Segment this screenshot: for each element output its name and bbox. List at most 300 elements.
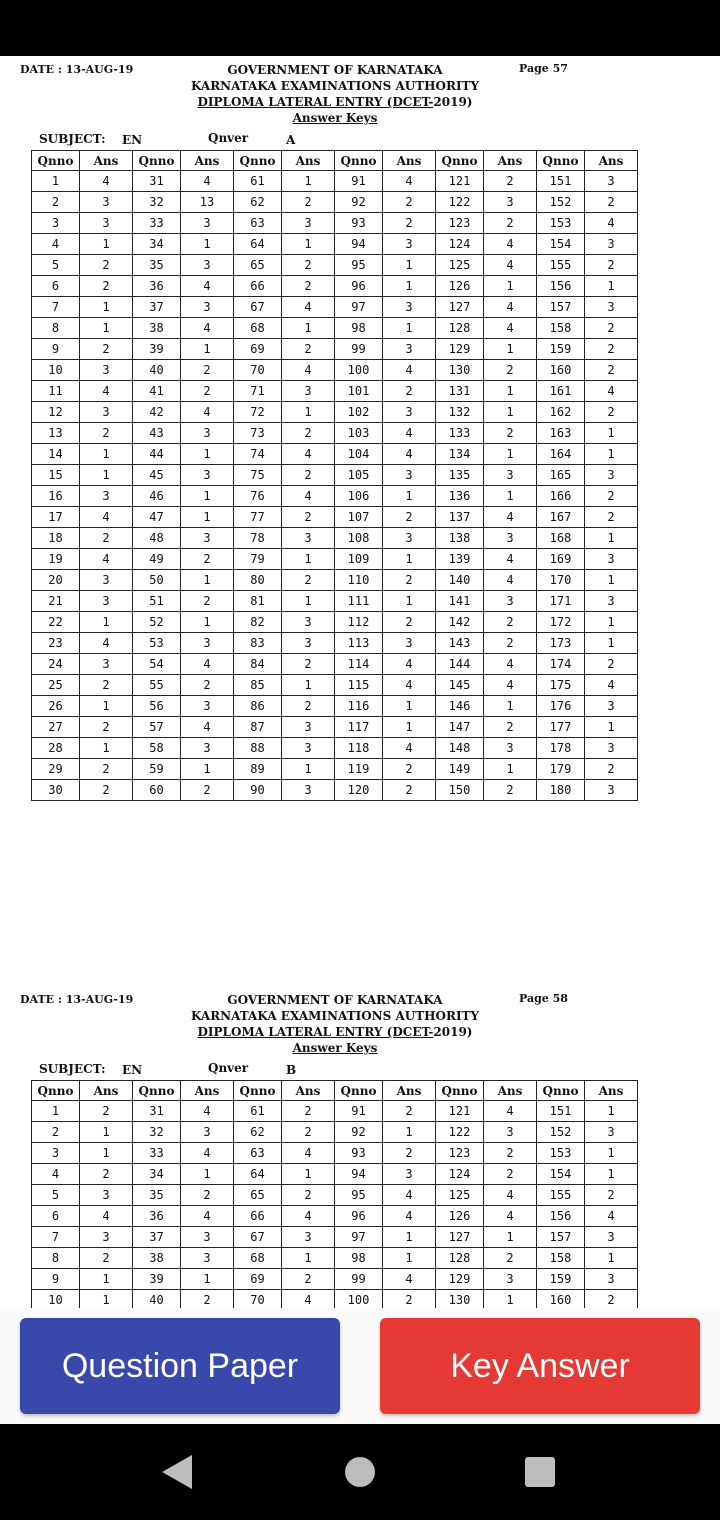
answer-cell: 3 (181, 696, 234, 717)
answer-cell: 1 (383, 696, 436, 717)
answer-cell: 2 (585, 1290, 638, 1309)
question-number-cell: 6 (32, 1206, 80, 1227)
question-number-cell: 164 (537, 444, 585, 465)
question-number-cell: 121 (436, 1101, 484, 1122)
question-number-cell: 9 (32, 339, 80, 360)
question-number-cell: 176 (537, 696, 585, 717)
answer-cell: 3 (80, 591, 133, 612)
answer-cell: 1 (383, 276, 436, 297)
answer-cell: 3 (181, 633, 234, 654)
answer-cell: 2 (383, 1101, 436, 1122)
answer-cell: 1 (282, 171, 335, 192)
table-row (32, 549, 638, 570)
question-number-cell: 92 (335, 192, 383, 213)
question-number-cell: 121 (436, 171, 484, 192)
home-icon[interactable] (345, 1457, 375, 1487)
question-number-cell: 6 (32, 276, 80, 297)
question-number-cell: 62 (234, 192, 282, 213)
answer-cell: 1 (585, 717, 638, 738)
table-row (32, 318, 638, 339)
qnver-value: B (286, 1063, 297, 1077)
question-number-cell: 48 (133, 528, 181, 549)
question-number-cell: 101 (335, 381, 383, 402)
question-number-cell: 37 (133, 297, 181, 318)
answer-cell: 1 (80, 738, 133, 759)
question-number-cell: 96 (335, 1206, 383, 1227)
answer-cell: 4 (282, 1290, 335, 1309)
answer-cell: 1 (282, 1164, 335, 1185)
qnno-header: Qnno (335, 1081, 383, 1101)
question-number-cell: 83 (234, 633, 282, 654)
answer-cell: 1 (282, 234, 335, 255)
answer-cell: 1 (484, 486, 537, 507)
qnno-header: Qnno (32, 1081, 80, 1101)
answer-cell: 1 (181, 1269, 234, 1290)
ans-header: Ans (181, 151, 234, 171)
question-number-cell: 39 (133, 1269, 181, 1290)
answer-cell: 1 (585, 633, 638, 654)
answer-cell: 4 (484, 1185, 537, 1206)
table-row (32, 444, 638, 465)
question-number-cell: 67 (234, 297, 282, 318)
question-number-cell: 28 (32, 738, 80, 759)
answer-cell: 1 (282, 549, 335, 570)
answer-cell: 3 (585, 738, 638, 759)
question-number-cell: 99 (335, 1269, 383, 1290)
question-number-cell: 15 (32, 465, 80, 486)
question-number-cell: 123 (436, 1143, 484, 1164)
answer-cell: 1 (383, 318, 436, 339)
answer-cell: 2 (282, 570, 335, 591)
answer-cell: 4 (80, 633, 133, 654)
answer-cell: 4 (383, 1206, 436, 1227)
question-number-cell: 36 (133, 276, 181, 297)
question-number-cell: 153 (537, 213, 585, 234)
question-number-cell: 8 (32, 318, 80, 339)
subject-label: SUBJECT: (39, 1062, 106, 1076)
question-number-cell: 19 (32, 549, 80, 570)
question-number-cell: 90 (234, 780, 282, 801)
answer-cell: 2 (282, 1269, 335, 1290)
question-number-cell: 24 (32, 654, 80, 675)
table-row (32, 780, 638, 801)
answer-cell: 3 (484, 1269, 537, 1290)
question-number-cell: 73 (234, 423, 282, 444)
answer-cell: 4 (80, 1206, 133, 1227)
page-number: Page 58 (519, 992, 568, 1005)
answer-cell: 2 (484, 633, 537, 654)
answer-cell: 3 (282, 633, 335, 654)
answer-cell: 2 (80, 276, 133, 297)
question-number-cell: 11 (32, 381, 80, 402)
table-row (32, 276, 638, 297)
question-number-cell: 68 (234, 318, 282, 339)
question-number-cell: 158 (537, 1248, 585, 1269)
authority-heading: KARNATAKA EXAMINATIONS AUTHORITY (190, 79, 480, 93)
question-number-cell: 57 (133, 717, 181, 738)
subject-value: EN (122, 1063, 143, 1077)
question-number-cell: 115 (335, 675, 383, 696)
question-number-cell: 108 (335, 528, 383, 549)
answer-cell: 2 (383, 213, 436, 234)
answer-cell: 3 (585, 297, 638, 318)
question-number-cell: 79 (234, 549, 282, 570)
key-answer-button[interactable]: Key Answer (380, 1318, 700, 1414)
answer-cell: 3 (282, 612, 335, 633)
qnver-label: Qnver (208, 131, 249, 145)
question-number-cell: 122 (436, 192, 484, 213)
question-number-cell: 152 (537, 192, 585, 213)
question-number-cell: 31 (133, 171, 181, 192)
question-number-cell: 113 (335, 633, 383, 654)
answer-cell: 2 (282, 339, 335, 360)
question-number-cell: 103 (335, 423, 383, 444)
answer-cell: 1 (80, 612, 133, 633)
answer-cell: 3 (80, 402, 133, 423)
question-number-cell: 97 (335, 297, 383, 318)
question-number-cell: 7 (32, 297, 80, 318)
back-icon[interactable] (162, 1455, 192, 1489)
question-number-cell: 52 (133, 612, 181, 633)
answer-cell: 2 (383, 192, 436, 213)
answer-cell: 4 (282, 1206, 335, 1227)
answer-cell: 2 (181, 360, 234, 381)
table-row (32, 612, 638, 633)
answer-cell: 4 (383, 675, 436, 696)
answer-cell: 2 (585, 654, 638, 675)
answer-cell: 4 (484, 255, 537, 276)
bottom-button-bar (0, 1308, 720, 1424)
answer-cell: 4 (383, 654, 436, 675)
question-number-cell: 44 (133, 444, 181, 465)
table-row (32, 297, 638, 318)
qnver-value: A (286, 133, 296, 147)
question-number-cell: 84 (234, 654, 282, 675)
question-number-cell: 160 (537, 360, 585, 381)
ans-header: Ans (484, 151, 537, 171)
answer-cell: 2 (585, 759, 638, 780)
answer-cell: 4 (484, 297, 537, 318)
question-number-cell: 156 (537, 1206, 585, 1227)
question-number-cell: 82 (234, 612, 282, 633)
question-number-cell: 152 (537, 1122, 585, 1143)
answer-cell: 4 (383, 423, 436, 444)
answer-cell: 2 (282, 507, 335, 528)
answer-cell: 1 (80, 1143, 133, 1164)
answer-cell: 1 (80, 1122, 133, 1143)
answer-cell: 1 (383, 1227, 436, 1248)
qnno-header: Qnno (537, 151, 585, 171)
qnno-header: Qnno (32, 151, 80, 171)
answer-keys-title: Answer Keys (292, 1041, 378, 1055)
answer-cell: 4 (484, 507, 537, 528)
question-number-cell: 2 (32, 192, 80, 213)
answer-cell: 2 (383, 570, 436, 591)
answer-cell: 1 (80, 297, 133, 318)
question-number-cell: 33 (133, 213, 181, 234)
answer-cell: 1 (585, 423, 638, 444)
question-number-cell: 31 (133, 1101, 181, 1122)
question-number-cell: 167 (537, 507, 585, 528)
question-number-cell: 21 (32, 591, 80, 612)
question-number-cell: 1 (32, 171, 80, 192)
answer-cell: 3 (383, 297, 436, 318)
question-number-cell: 23 (32, 633, 80, 654)
question-number-cell: 125 (436, 255, 484, 276)
question-number-cell: 33 (133, 1143, 181, 1164)
answer-cell: 4 (181, 717, 234, 738)
question-number-cell: 13 (32, 423, 80, 444)
question-number-cell: 69 (234, 339, 282, 360)
answer-cell: 2 (282, 255, 335, 276)
table-row (32, 192, 638, 213)
question-number-cell: 69 (234, 1269, 282, 1290)
answer-key-table (31, 1080, 638, 1308)
answer-cell: 2 (282, 654, 335, 675)
answer-cell: 4 (181, 654, 234, 675)
question-number-cell: 128 (436, 1248, 484, 1269)
answer-cell: 2 (181, 549, 234, 570)
question-number-cell: 110 (335, 570, 383, 591)
question-number-cell: 34 (133, 234, 181, 255)
ans-header: Ans (383, 151, 436, 171)
answer-cell: 2 (80, 759, 133, 780)
table-row (32, 1227, 638, 1248)
answer-cell: 3 (484, 1122, 537, 1143)
question-number-cell: 3 (32, 1143, 80, 1164)
answer-cell: 2 (484, 423, 537, 444)
question-number-cell: 34 (133, 1164, 181, 1185)
question-number-cell: 89 (234, 759, 282, 780)
status-bar (0, 0, 720, 56)
question-number-cell: 75 (234, 465, 282, 486)
subject-value: EN (122, 133, 143, 147)
question-number-cell: 92 (335, 1122, 383, 1143)
answer-cell: 2 (80, 1248, 133, 1269)
answer-cell: 3 (585, 780, 638, 801)
answer-cell: 4 (383, 738, 436, 759)
question-number-cell: 118 (335, 738, 383, 759)
answer-cell: 2 (383, 381, 436, 402)
question-number-cell: 40 (133, 1290, 181, 1309)
answer-cell: 2 (484, 780, 537, 801)
question-number-cell: 87 (234, 717, 282, 738)
question-number-cell: 114 (335, 654, 383, 675)
table-row (32, 360, 638, 381)
answer-cell: 2 (585, 255, 638, 276)
answer-cell: 1 (80, 1269, 133, 1290)
question-number-cell: 157 (537, 297, 585, 318)
question-number-cell: 100 (335, 360, 383, 381)
answer-cell: 1 (383, 1122, 436, 1143)
question-number-cell: 123 (436, 213, 484, 234)
question-number-cell: 12 (32, 402, 80, 423)
question-number-cell: 106 (335, 486, 383, 507)
answer-keys-title: Answer Keys (292, 111, 378, 125)
answer-cell: 3 (484, 465, 537, 486)
answer-cell: 3 (181, 1227, 234, 1248)
answer-cell: 3 (282, 780, 335, 801)
answer-cell: 4 (585, 213, 638, 234)
answer-cell: 3 (181, 465, 234, 486)
answer-cell: 4 (383, 360, 436, 381)
question-number-cell: 54 (133, 654, 181, 675)
answer-cell: 1 (484, 402, 537, 423)
question-number-cell: 63 (234, 213, 282, 234)
answer-cell: 2 (282, 1101, 335, 1122)
answer-cell: 1 (585, 528, 638, 549)
answer-cell: 3 (585, 549, 638, 570)
answer-cell: 1 (585, 1164, 638, 1185)
answer-cell: 2 (80, 528, 133, 549)
question-number-cell: 18 (32, 528, 80, 549)
question-number-cell: 42 (133, 402, 181, 423)
answer-cell: 2 (585, 318, 638, 339)
question-number-cell: 132 (436, 402, 484, 423)
answer-cell: 1 (80, 1290, 133, 1309)
qnno-header: Qnno (234, 1081, 282, 1101)
answer-cell: 4 (484, 1206, 537, 1227)
answer-cell: 3 (383, 402, 436, 423)
question-number-cell: 137 (436, 507, 484, 528)
answer-cell: 3 (181, 255, 234, 276)
answer-cell: 1 (484, 759, 537, 780)
question-number-cell: 55 (133, 675, 181, 696)
recent-apps-icon[interactable] (525, 1457, 555, 1487)
ans-header: Ans (181, 1081, 234, 1101)
question-number-cell: 127 (436, 297, 484, 318)
question-number-cell: 25 (32, 675, 80, 696)
question-number-cell: 53 (133, 633, 181, 654)
question-number-cell: 98 (335, 1248, 383, 1269)
answer-cell: 4 (383, 444, 436, 465)
question-number-cell: 119 (335, 759, 383, 780)
answer-cell: 3 (80, 1185, 133, 1206)
table-row (32, 675, 638, 696)
question-number-cell: 94 (335, 234, 383, 255)
answer-cell: 1 (282, 675, 335, 696)
answer-cell: 3 (80, 1227, 133, 1248)
answer-cell: 4 (181, 276, 234, 297)
table-row (32, 1290, 638, 1309)
question-number-cell: 35 (133, 255, 181, 276)
question-number-cell: 153 (537, 1143, 585, 1164)
ans-header: Ans (80, 151, 133, 171)
answer-cell: 4 (383, 1185, 436, 1206)
answer-cell: 4 (585, 675, 638, 696)
answer-cell: 4 (80, 549, 133, 570)
question-number-cell: 95 (335, 1185, 383, 1206)
table-row (32, 1206, 638, 1227)
question-number-cell: 49 (133, 549, 181, 570)
question-number-cell: 14 (32, 444, 80, 465)
answer-cell: 1 (585, 1143, 638, 1164)
question-number-cell: 117 (335, 717, 383, 738)
answer-cell: 2 (282, 276, 335, 297)
answer-cell: 1 (181, 507, 234, 528)
answer-cell: 1 (585, 570, 638, 591)
answer-cell: 2 (484, 612, 537, 633)
answer-cell: 4 (585, 381, 638, 402)
answer-cell: 3 (383, 633, 436, 654)
answer-cell: 4 (282, 486, 335, 507)
government-heading: GOVERNMENT OF KARNATAKA (227, 993, 443, 1007)
question-number-cell: 93 (335, 1143, 383, 1164)
question-number-cell: 74 (234, 444, 282, 465)
answer-cell: 3 (181, 213, 234, 234)
question-number-cell: 67 (234, 1227, 282, 1248)
table-row (32, 423, 638, 444)
question-number-cell: 47 (133, 507, 181, 528)
answer-cell: 3 (585, 465, 638, 486)
question-number-cell: 63 (234, 1143, 282, 1164)
question-number-cell: 8 (32, 1248, 80, 1269)
answer-cell: 1 (484, 381, 537, 402)
question-number-cell: 112 (335, 612, 383, 633)
table-row (32, 171, 638, 192)
question-number-cell: 124 (436, 234, 484, 255)
document-viewer[interactable] (0, 56, 720, 1308)
question-number-cell: 71 (234, 381, 282, 402)
question-number-cell: 70 (234, 360, 282, 381)
answer-cell: 2 (383, 612, 436, 633)
answer-cell: 2 (181, 675, 234, 696)
answer-cell: 3 (181, 528, 234, 549)
question-number-cell: 116 (335, 696, 383, 717)
question-number-cell: 134 (436, 444, 484, 465)
exam-heading (0, 1025, 670, 1039)
answer-cell: 3 (80, 360, 133, 381)
answer-cell: 4 (181, 171, 234, 192)
answer-key-table (31, 150, 638, 801)
answer-cell: 1 (282, 759, 335, 780)
question-number-cell: 149 (436, 759, 484, 780)
table-row (32, 696, 638, 717)
answer-cell: 1 (80, 234, 133, 255)
answer-cell: 1 (282, 1248, 335, 1269)
table-row (32, 255, 638, 276)
question-number-cell: 32 (133, 1122, 181, 1143)
exam-heading-underlined: DIPLOMA LATERAL ENTRY (DCET- (197, 95, 434, 109)
table-row (32, 591, 638, 612)
answer-cell: 1 (484, 339, 537, 360)
question-number-cell: 145 (436, 675, 484, 696)
question-number-cell: 85 (234, 675, 282, 696)
question-paper-button[interactable]: Question Paper (20, 1318, 340, 1414)
table-row (32, 1164, 638, 1185)
question-number-cell: 180 (537, 780, 585, 801)
question-number-cell: 166 (537, 486, 585, 507)
question-number-cell: 46 (133, 486, 181, 507)
question-number-cell: 150 (436, 780, 484, 801)
answer-cell: 2 (484, 171, 537, 192)
answer-cell: 3 (484, 591, 537, 612)
question-number-cell: 16 (32, 486, 80, 507)
answer-cell: 4 (484, 675, 537, 696)
question-number-cell: 94 (335, 1164, 383, 1185)
ans-header: Ans (80, 1081, 133, 1101)
answer-cell: 3 (282, 1227, 335, 1248)
question-number-cell: 86 (234, 696, 282, 717)
question-number-cell: 32 (133, 192, 181, 213)
answer-cell: 1 (383, 255, 436, 276)
question-number-cell: 122 (436, 1122, 484, 1143)
navigation-bar (0, 1424, 720, 1520)
question-number-cell: 50 (133, 570, 181, 591)
answer-cell: 4 (80, 507, 133, 528)
question-number-cell: 60 (133, 780, 181, 801)
qnno-header: Qnno (537, 1081, 585, 1101)
